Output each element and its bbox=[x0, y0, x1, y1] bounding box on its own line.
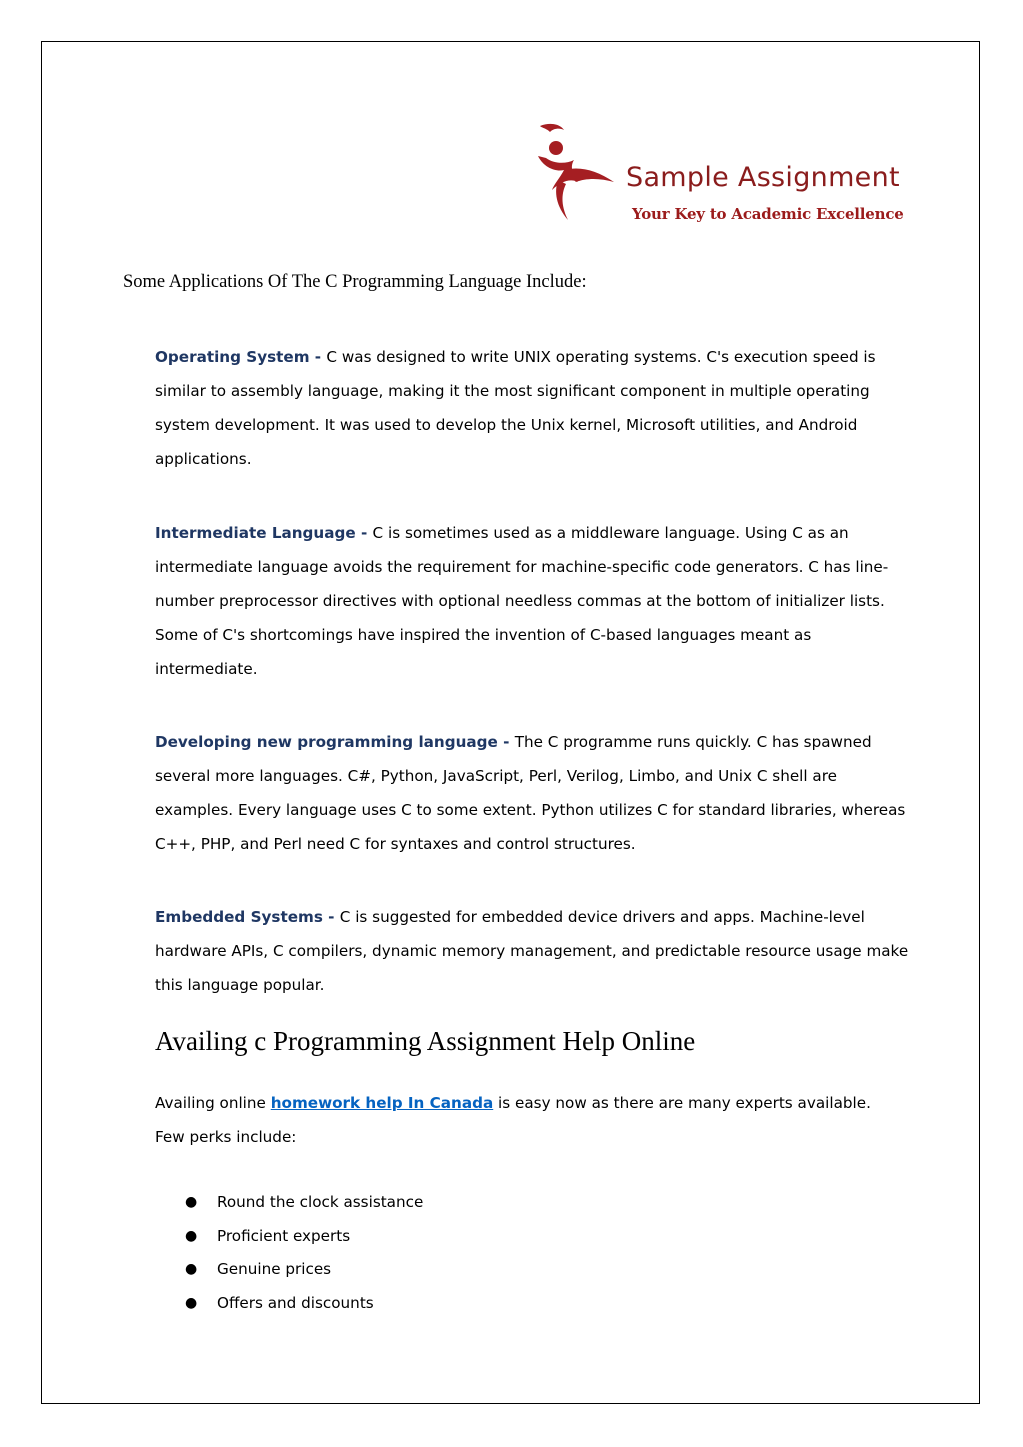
section-term: Operating System - bbox=[155, 348, 327, 366]
logo-figure-icon bbox=[530, 120, 625, 232]
bullet-icon: ● bbox=[185, 1194, 198, 1210]
perk-label: Offers and discounts bbox=[217, 1293, 374, 1312]
bullet-icon: ● bbox=[185, 1227, 198, 1244]
section-embedded-systems bbox=[155, 900, 915, 1002]
help-text-after: is easy now as there are many experts available. Few perks include: bbox=[155, 1094, 871, 1146]
help-text-before: Availing online bbox=[155, 1094, 271, 1112]
list-item bbox=[185, 1186, 423, 1220]
section-text: The C programme runs quickly. C has spawned several more languages. C#, Python, JavaScript, Perl, Verilog, Limbo, and Unix C shell are examples. Every language uses C to some extent. Python utilizes C for standard libraries, whereas C++, PHP, and Perl need C for syntaxes and control structures. bbox=[155, 733, 906, 853]
bullet-icon: ● bbox=[185, 1261, 198, 1277]
perk-label: Proficient experts bbox=[217, 1226, 351, 1245]
section-operating-system bbox=[155, 340, 915, 476]
section-term: Intermediate Language - bbox=[155, 524, 373, 542]
section-term: Developing new programming language - bbox=[155, 733, 515, 751]
perks-list bbox=[185, 1186, 423, 1320]
help-paragraph bbox=[155, 1086, 900, 1154]
perk-label: Round the clock assistance bbox=[217, 1193, 424, 1211]
list-item bbox=[185, 1220, 423, 1254]
list-item bbox=[185, 1253, 423, 1287]
intro-heading: Some Applications Of The C Programming Language Include: bbox=[123, 272, 587, 292]
section-text: C was designed to write UNIX operating systems. C's execution speed is similar to assembly language, making it the most significant component in multiple operating system development. It was used to develop the Unix kernel, Microsoft utilities, and Android applications. bbox=[155, 348, 876, 468]
bullet-icon: ● bbox=[185, 1294, 198, 1311]
section-developing-new-language bbox=[155, 725, 915, 861]
section-text: C is sometimes used as a middleware language. Using C as an intermediate language avoids the requirement for machine-specific code generators. C has line-number preprocessor directives with optional needless commas at the bottom of initializer lists. Some of C's shortcomings have inspired the invention of C-based languages meant as intermediate. bbox=[155, 524, 889, 678]
logo-tagline: Your Key to Academic Excellence bbox=[632, 205, 904, 223]
perk-label: Genuine prices bbox=[217, 1260, 332, 1278]
list-item bbox=[185, 1287, 423, 1321]
help-heading: Availing c Programming Assignment Help Online bbox=[155, 1026, 696, 1056]
homework-help-link[interactable]: homework help In Canada bbox=[270, 1094, 494, 1112]
page-border bbox=[41, 41, 980, 1404]
section-text: C is suggested for embedded device drivers and apps. Machine-level hardware APIs, C compilers, dynamic memory management, and predictable resource usage make this language popular. bbox=[155, 908, 909, 994]
section-term: Embedded Systems - bbox=[155, 908, 340, 926]
logo bbox=[530, 120, 905, 232]
logo-name: Sample Assignment bbox=[626, 162, 900, 193]
section-intermediate-language bbox=[155, 516, 915, 686]
